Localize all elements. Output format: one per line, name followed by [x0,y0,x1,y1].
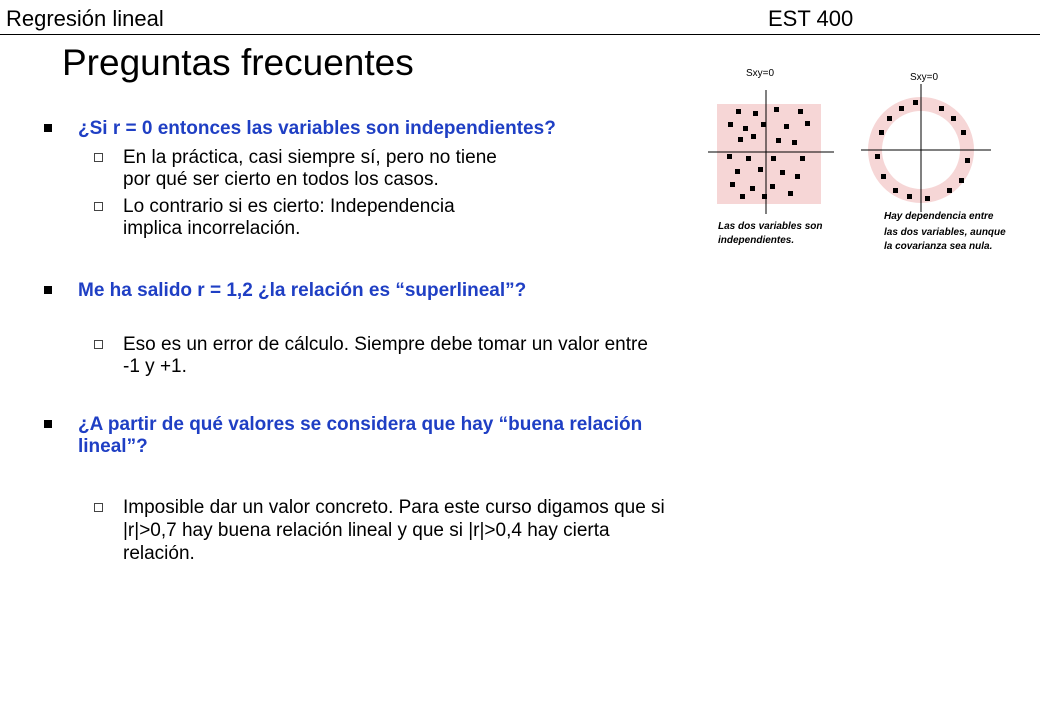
sub-bullet-icon [94,202,103,211]
faq-answer-3-1-line1: Imposible dar un valor concreto. Para este curso digamos que si [123,497,665,518]
header-course-code: EST 400 [768,6,854,31]
bullet-square-icon [44,420,52,428]
right-figure-caption-line2: las dos variables, aunque [884,227,1006,238]
faq-answer-1-1-line2: por qué ser cierto en todos los casos. [123,169,439,190]
left-figure-caption-line1: Las dos variables son [718,221,823,232]
circular-scatter-figure [855,64,1005,214]
faq-answer-1-1-line1: En la práctica, casi siempre sí, pero no tiene [123,147,497,168]
right-figure-caption-line3: la covarianza sea nula. [884,241,993,252]
faq-question-2: Me ha salido r = 1,2 ¿la relación es “superlineal”? [78,280,527,301]
header-divider [0,34,1040,35]
sub-bullet-icon [94,153,103,162]
header-course-title: Regresión lineal [6,6,164,31]
bullet-square-icon [44,124,52,132]
faq-answer-2-1-line2: -1 y +1. [123,356,187,377]
slide-header [0,0,1040,36]
faq-question-3-line1: ¿A partir de qué valores se considera que hay “buena relación [78,414,643,435]
faq-question-3-line2: lineal”? [78,436,148,457]
slide-title: Preguntas frecuentes [62,42,414,83]
right-figure-label: Sxy=0 [910,72,939,83]
faq-answer-2-1-line1: Eso es un error de cálculo. Siempre debe tomar un valor entre [123,334,648,355]
left-figure-label: Sxy=0 [746,68,775,79]
sub-bullet-icon [94,503,103,512]
faq-answer-3-1-line3: relación. [123,543,195,564]
left-figure-caption-line2: independientes. [718,235,795,246]
sub-bullet-icon [94,340,103,349]
faq-answer-3-1-line2: |r|>0,7 hay buena relación lineal y que si |r|>0,4 hay cierta [123,520,610,541]
right-figure-caption-line1: Hay dependencia entre [884,211,994,222]
faq-question-1: ¿Si r = 0 entonces las variables son independientes? [78,118,556,139]
bullet-square-icon [44,286,52,294]
faq-answer-1-2-line1: Lo contrario si es cierto: Independencia [123,196,455,217]
faq-answer-1-2-line2: implica incorrelación. [123,218,301,239]
scatter-background [717,104,821,204]
